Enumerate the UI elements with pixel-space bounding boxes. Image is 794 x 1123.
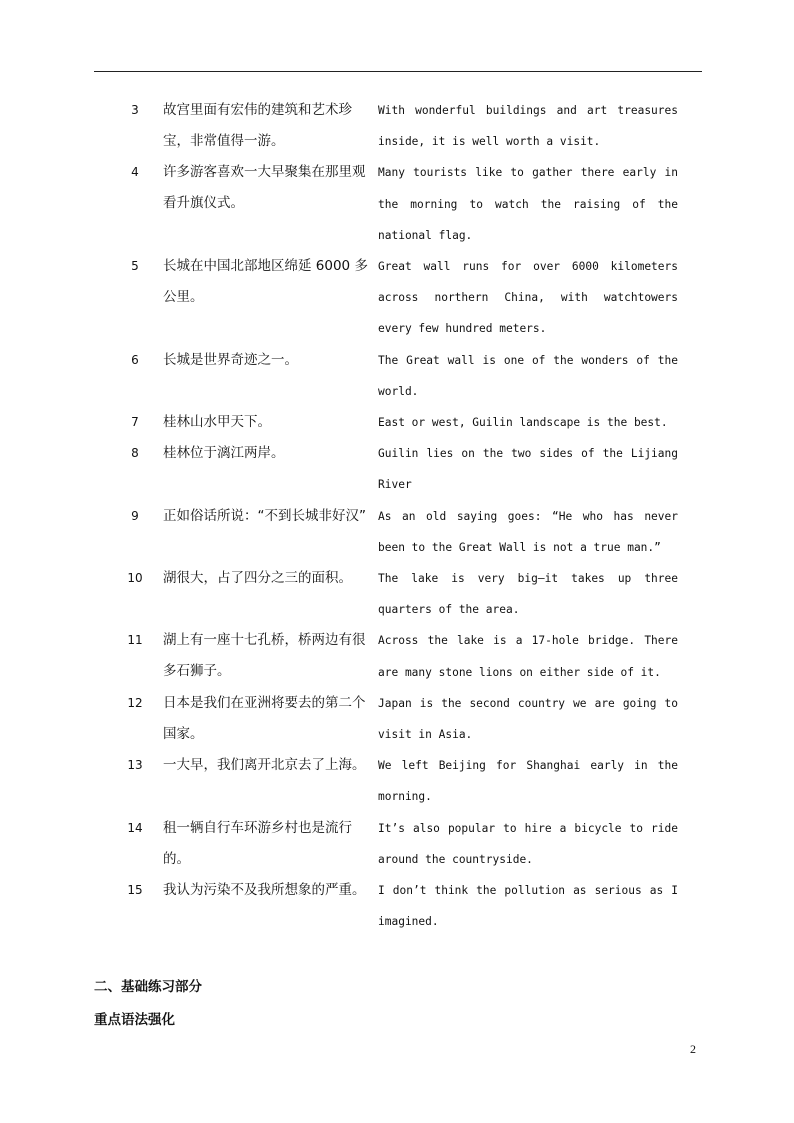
chinese-sentence: 桂林山水甲天下。	[163, 413, 271, 430]
row-number: 14	[127, 820, 143, 835]
header-rule	[94, 71, 702, 72]
table-row	[0, 95, 794, 157]
table-row	[0, 157, 794, 251]
chinese-sentence: 故宫里面有宏伟的建筑和艺术珍宝，非常值得一游。	[163, 102, 352, 149]
table-row	[0, 625, 794, 687]
english-translation: The lake is very big—it takes up three quarters of the area.	[378, 571, 678, 617]
row-number: 9	[131, 508, 139, 523]
table-row	[0, 345, 794, 407]
english-translation: The Great wall is one of the wonders of the world.	[378, 353, 678, 398]
chinese-sentence: 湖很大，占了四分之三的面积。	[163, 569, 352, 586]
english-translation: With wonderful buildings and art treasures inside, it is well worth a visit.	[378, 104, 678, 149]
chinese-sentence: 许多游客喜欢一大早聚集在那里观看升旗仪式。	[163, 164, 366, 212]
table-row	[0, 688, 794, 750]
english-translation: Japan is the second country we are going to visit in Asia.	[378, 696, 678, 741]
chinese-sentence: 一大早，我们离开北京去了上海。	[163, 757, 366, 774]
chinese-sentence: 长城在中国北部地区绵延 6000 多公里。	[163, 257, 368, 305]
row-number: 3	[131, 103, 139, 117]
table-row	[0, 750, 794, 812]
english-translation: We left Beijing for Shanghai early in the morning.	[378, 759, 678, 804]
table-row	[0, 813, 794, 875]
table-row	[0, 501, 794, 563]
table-row	[0, 563, 794, 625]
chinese-sentence: 长城是世界奇迹之一。	[163, 351, 298, 368]
english-translation: As an old saying goes: “He who has never been to the Great Wall is not a true man.”	[378, 509, 678, 554]
english-translation: East or west, Guilin landscape is the best.	[378, 415, 668, 429]
row-number: 6	[131, 352, 139, 367]
english-translation: Many tourists like to gather there early in the morning to watch the raising of the national flag.	[378, 166, 678, 242]
table-row	[0, 875, 794, 937]
row-number: 13	[127, 758, 143, 773]
row-number: 8	[131, 446, 139, 461]
english-translation: I don’t think the pollution as serious as I imagined.	[378, 883, 678, 929]
english-translation: Across the lake is a 17-hole bridge. There are many stone lions on either side of it.	[378, 634, 678, 679]
chinese-sentence: 租一辆自行车环游乡村也是流行的。	[163, 819, 352, 867]
table-row	[0, 438, 794, 500]
row-number: 12	[127, 695, 143, 710]
row-number: 10	[127, 570, 143, 585]
row-number: 11	[127, 633, 143, 648]
table-row	[0, 407, 794, 438]
chinese-sentence: 我认为污染不及我所想象的严重。	[163, 881, 366, 898]
english-translation: It’s also popular to hire a bicycle to ride around the countryside.	[378, 821, 678, 866]
row-number: 4	[131, 165, 139, 180]
chinese-sentence: 桂林位于漓江两岸。	[163, 445, 285, 462]
chinese-sentence: 湖上有一座十七孔桥，桥两边有很多石狮子。	[163, 632, 366, 680]
row-number: 5	[131, 258, 139, 273]
subsection-heading: 重点语法强化	[94, 1012, 175, 1028]
english-translation: Great wall runs for over 6000 kilometers across northern China, with watchtowers every few hundred meters.	[378, 259, 678, 336]
row-number: 15	[127, 882, 143, 897]
chinese-sentence: 日本是我们在亚洲将要去的第二个国家。	[163, 694, 366, 742]
table-row	[0, 251, 794, 345]
english-translation: Guilin lies on the two sides of the Lijiang River	[378, 447, 678, 492]
page-number: 2	[690, 1042, 696, 1056]
section-heading: 二、基础练习部分	[94, 979, 202, 995]
chinese-sentence: 正如俗话所说：“不到长城非好汉”	[163, 507, 366, 524]
translation-table	[0, 95, 794, 937]
row-number: 7	[131, 414, 139, 429]
